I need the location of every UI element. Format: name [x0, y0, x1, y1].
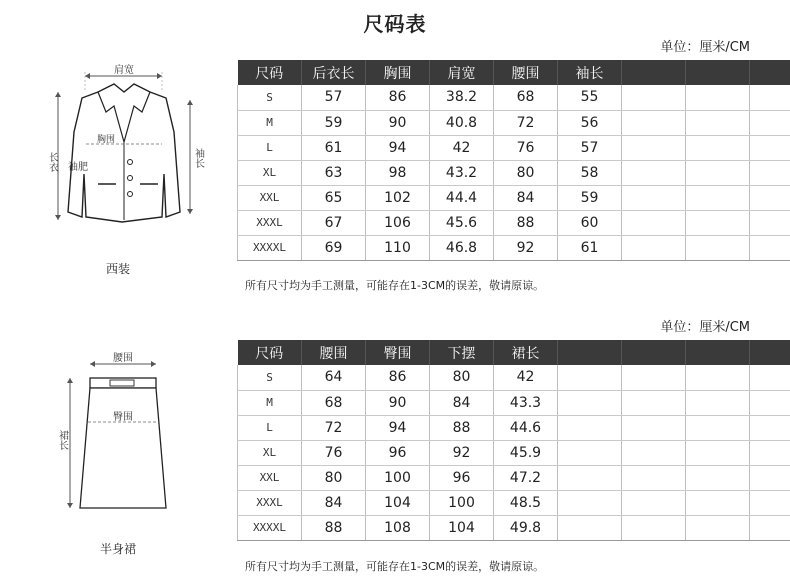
table-cell [558, 465, 622, 490]
table-cell: 45.6 [430, 210, 494, 235]
size-cell: XXXXL [238, 515, 302, 540]
table-row [238, 515, 790, 540]
size-cell: XXXL [238, 210, 302, 235]
table-cell: 100 [430, 490, 494, 515]
table-row [238, 185, 790, 210]
table-cell [622, 515, 686, 540]
column-header [558, 340, 622, 365]
skirt-figure-label: 半身裙 [99, 542, 136, 556]
table-cell [750, 365, 790, 390]
table-cell [686, 235, 750, 260]
size-cell: S [238, 365, 302, 390]
skirt-figure [48, 350, 188, 525]
column-header [750, 340, 790, 365]
column-header: 尺码 [238, 340, 302, 365]
skirt-illustration [48, 350, 188, 525]
table-cell: 38.2 [430, 85, 494, 110]
table-cell: 80 [302, 465, 366, 490]
table-cell: 90 [366, 110, 430, 135]
table-cell: 84 [430, 390, 494, 415]
table-cell [622, 415, 686, 440]
table-cell [558, 515, 622, 540]
table-cell: 110 [366, 235, 430, 260]
table-cell [622, 160, 686, 185]
table-cell: 61 [302, 135, 366, 160]
table-cell [686, 160, 750, 185]
column-header: 腰围 [494, 60, 558, 85]
table-cell: 94 [366, 415, 430, 440]
column-header [622, 60, 686, 85]
suit-figure [40, 62, 210, 247]
column-header: 胸围 [366, 60, 430, 85]
table-cell: 57 [558, 135, 622, 160]
table-cell [622, 365, 686, 390]
table-cell: 84 [302, 490, 366, 515]
table-cell [558, 365, 622, 390]
table-cell [750, 465, 790, 490]
table-cell: 67 [302, 210, 366, 235]
table-row [238, 210, 790, 235]
table-cell [686, 185, 750, 210]
unit-label-suit: 单位：厘米/CM [660, 40, 750, 55]
table-cell: 61 [558, 235, 622, 260]
table-cell: 98 [366, 160, 430, 185]
table-cell: 43.2 [430, 160, 494, 185]
table-cell: 76 [494, 135, 558, 160]
table-cell: 59 [302, 110, 366, 135]
table-cell: 88 [430, 415, 494, 440]
table-row [238, 160, 790, 185]
table-cell [686, 515, 750, 540]
table-cell: 40.8 [430, 110, 494, 135]
table-cell: 92 [494, 235, 558, 260]
sleeve-annotation: 袖长 [192, 148, 204, 168]
table-cell: 102 [366, 185, 430, 210]
table-cell [750, 110, 790, 135]
column-header: 臀围 [366, 340, 430, 365]
table-cell [750, 490, 790, 515]
table-cell: 69 [302, 235, 366, 260]
table-cell: 68 [302, 390, 366, 415]
column-header [750, 60, 790, 85]
table-cell: 42 [430, 135, 494, 160]
table-cell [750, 85, 790, 110]
table-cell: 72 [494, 110, 558, 135]
table-cell [750, 415, 790, 440]
table-cell [558, 440, 622, 465]
column-header [622, 340, 686, 365]
table-cell [750, 440, 790, 465]
size-cell: XXXL [238, 490, 302, 515]
table-cell [750, 515, 790, 540]
column-header: 尺码 [238, 60, 302, 85]
table-cell: 63 [302, 160, 366, 185]
size-cell: M [238, 110, 302, 135]
table-cell: 55 [558, 85, 622, 110]
table-cell: 92 [430, 440, 494, 465]
skirt-measurement-note: 所有尺寸均为手工测量，可能存在1-3CM的误差，敬请原谅。 [245, 560, 545, 573]
table-row [238, 465, 790, 490]
table-cell [750, 135, 790, 160]
suit-size-table [237, 60, 790, 261]
table-cell [686, 440, 750, 465]
table-cell [686, 390, 750, 415]
waist-annotation: 腰围 [113, 353, 133, 364]
table-cell [622, 85, 686, 110]
column-header: 腰围 [302, 340, 366, 365]
skirt-size-table [237, 340, 790, 541]
table-cell [686, 210, 750, 235]
size-cell: S [238, 85, 302, 110]
size-cell: M [238, 390, 302, 415]
table-row [238, 440, 790, 465]
suit-illustration [40, 62, 210, 247]
column-header [686, 60, 750, 85]
table-cell: 90 [366, 390, 430, 415]
hip-annotation: 臀围 [113, 412, 133, 423]
table-cell [750, 390, 790, 415]
table-cell [558, 490, 622, 515]
table-row [238, 85, 790, 110]
table-cell: 96 [366, 440, 430, 465]
table-cell [686, 490, 750, 515]
table-row [238, 135, 790, 160]
table-cell: 44.6 [494, 415, 558, 440]
table-cell [686, 465, 750, 490]
table-cell [622, 465, 686, 490]
table-cell: 108 [366, 515, 430, 540]
table-cell: 47.2 [494, 465, 558, 490]
table-cell [686, 85, 750, 110]
table-cell [622, 110, 686, 135]
table-cell: 76 [302, 440, 366, 465]
table-cell: 60 [558, 210, 622, 235]
size-cell: XXXXL [238, 235, 302, 260]
table-cell: 72 [302, 415, 366, 440]
page-title: 尺码表 [363, 12, 427, 36]
table-cell: 64 [302, 365, 366, 390]
table-cell: 58 [558, 160, 622, 185]
table-cell: 65 [302, 185, 366, 210]
size-cell: XXL [238, 465, 302, 490]
table-cell: 42 [494, 365, 558, 390]
table-cell: 106 [366, 210, 430, 235]
table-cell: 100 [366, 465, 430, 490]
table-cell [750, 160, 790, 185]
table-cell: 80 [430, 365, 494, 390]
table-cell: 88 [494, 210, 558, 235]
size-cell: L [238, 135, 302, 160]
table-cell [750, 185, 790, 210]
table-cell: 86 [366, 365, 430, 390]
table-cell [750, 210, 790, 235]
table-cell [686, 110, 750, 135]
column-header: 袖长 [558, 60, 622, 85]
table-cell: 57 [302, 85, 366, 110]
table-cell: 59 [558, 185, 622, 210]
table-cell [686, 415, 750, 440]
table-cell [622, 440, 686, 465]
table-cell: 48.5 [494, 490, 558, 515]
size-cell: L [238, 415, 302, 440]
table-cell [622, 135, 686, 160]
column-header: 下摆 [430, 340, 494, 365]
shoulder-annotation: 肩宽 [114, 65, 134, 76]
table-cell: 86 [366, 85, 430, 110]
table-header-row [238, 60, 790, 85]
length-annotation: 长衣 [46, 152, 58, 172]
column-header [686, 340, 750, 365]
table-row [238, 490, 790, 515]
table-row [238, 390, 790, 415]
table-cell: 56 [558, 110, 622, 135]
sleeve-width-annotation: 袖肥 [68, 162, 88, 173]
size-cell: XL [238, 440, 302, 465]
table-cell: 96 [430, 465, 494, 490]
skirt-length-annotation: 裙长 [56, 430, 68, 450]
table-cell: 46.8 [430, 235, 494, 260]
table-cell [622, 185, 686, 210]
table-row [238, 365, 790, 390]
table-row [238, 415, 790, 440]
table-cell [750, 235, 790, 260]
table-cell: 88 [302, 515, 366, 540]
suit-figure-label: 西装 [105, 262, 130, 276]
table-cell [622, 235, 686, 260]
table-row [238, 110, 790, 135]
table-row [238, 235, 790, 260]
column-header: 肩宽 [430, 60, 494, 85]
table-cell: 84 [494, 185, 558, 210]
size-cell: XL [238, 160, 302, 185]
table-cell: 45.9 [494, 440, 558, 465]
table-cell [622, 490, 686, 515]
table-cell [686, 365, 750, 390]
table-cell: 49.8 [494, 515, 558, 540]
table-cell [622, 390, 686, 415]
table-cell [622, 210, 686, 235]
suit-measurement-note: 所有尺寸均为手工测量，可能存在1-3CM的误差，敬请原谅。 [245, 279, 545, 292]
size-cell: XXL [238, 185, 302, 210]
table-cell: 43.3 [494, 390, 558, 415]
table-cell: 68 [494, 85, 558, 110]
unit-label-skirt: 单位：厘米/CM [660, 320, 750, 335]
column-header: 后衣长 [302, 60, 366, 85]
table-cell: 104 [430, 515, 494, 540]
table-cell: 104 [366, 490, 430, 515]
column-header: 裙长 [494, 340, 558, 365]
table-cell [558, 415, 622, 440]
chest-annotation: 胸围 [96, 135, 116, 145]
table-cell: 80 [494, 160, 558, 185]
table-cell: 44.4 [430, 185, 494, 210]
table-cell [558, 390, 622, 415]
table-cell: 94 [366, 135, 430, 160]
table-cell [686, 135, 750, 160]
table-header-row [238, 340, 790, 365]
